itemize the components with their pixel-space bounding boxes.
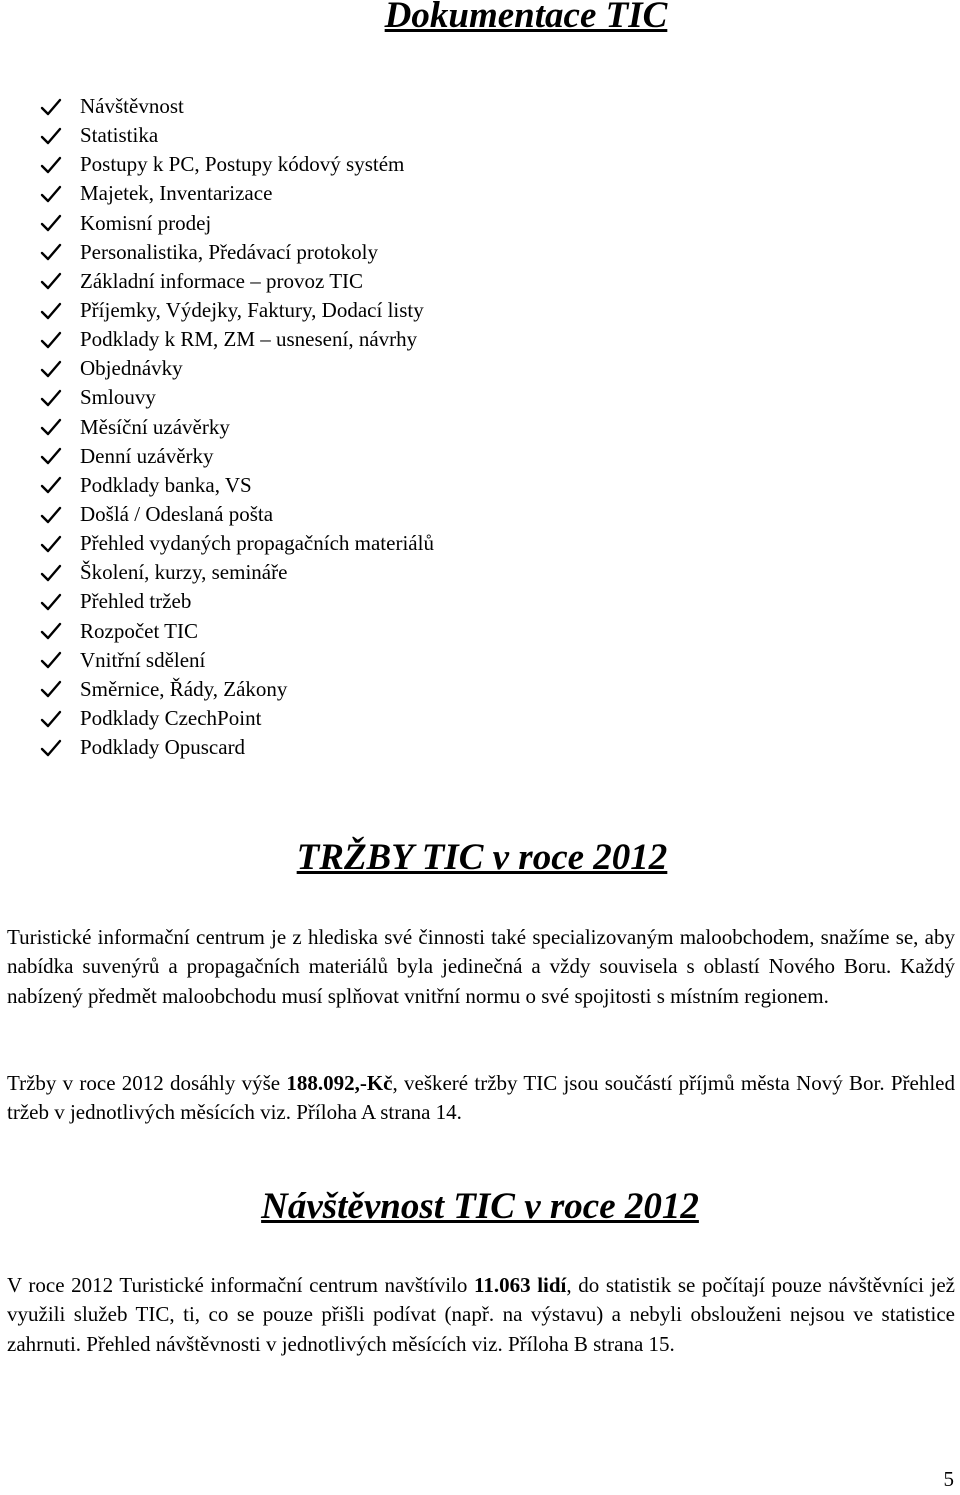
check-icon [40,271,70,291]
checklist-item [36,92,434,121]
check-icon [40,505,70,525]
checklist-item-label: Smlouvy [80,385,156,410]
checklist-item-label: Podklady Opuscard [80,735,246,760]
trzby-total-paragraph [7,1069,955,1128]
checklist-item-label: Podklady k RM, ZM – usnesení, návrhy [80,327,418,352]
checklist-item-label: Podklady banka, VS [80,472,252,497]
check-icon [40,446,70,466]
check-icon [40,738,70,758]
checklist-item-label: Směrnice, Řády, Zákony [80,676,288,701]
checklist-item-label: Přehled vydaných propagačních materiálů [80,531,434,556]
checklist-item [36,587,434,616]
trzby-text-before: Tržby v roce 2012 dosáhly výše [7,1071,287,1095]
checklist-item-label: Návštěvnost [80,94,184,119]
checklist-item [36,558,434,587]
checklist-item-label: Personalistika, Předávací protokoly [80,239,379,264]
checklist-item-label: Měsíční uzávěrky [80,414,230,439]
check-icon [40,301,70,321]
checklist-item [36,267,434,296]
check-icon [40,592,70,612]
checklist-item-label: Objednávky [80,356,183,381]
check-icon [40,126,70,146]
checklist-item [36,383,434,412]
check-icon [40,359,70,379]
trzby-amount: 188.092,-Kč [286,1071,393,1095]
page-number: 5 [943,1467,954,1491]
checklist-item [36,354,434,383]
navstevnost-text-before: V roce 2012 Turistické informační centrum navštívilo [7,1273,474,1297]
check-icon [40,417,70,437]
checklist-item-label: Rozpočet TIC [80,618,199,643]
check-icon [40,563,70,583]
checklist-item-label: Základní informace – provoz TIC [80,268,364,293]
check-icon [40,621,70,641]
checklist-item-label: Přehled tržeb [80,589,192,614]
check-icon [40,709,70,729]
checklist-item [36,209,434,238]
checklist-item-label: Došlá / Odeslaná pošta [80,502,274,527]
checklist-item [36,413,434,442]
checklist-item [36,704,434,733]
checklist-item-label: Denní uzávěrky [80,443,214,468]
trzby-text-after: , veškeré tržby TIC jsou součástí příjmů města Nový Bor. Přehled tržeb v jednotlivých měsících viz. Příloha A strana 14. [7,1071,955,1125]
check-icon [40,330,70,350]
checklist-item [36,150,434,179]
check-icon [40,242,70,262]
checklist-item-label: Školení, kurzy, semináře [80,560,288,585]
visitor-count: 11.063 lidí [474,1273,567,1297]
checklist-item-label: Vnitřní sdělení [80,647,206,672]
check-icon [40,213,70,233]
checklist-item [36,617,434,646]
checklist-item [36,471,434,500]
checklist-item-label: Podklady CzechPoint [80,706,262,731]
trzby-paragraph: Turistické informační centrum je z hlediska své činnosti také specializovaným maloobchodem, snažíme se, aby nabídka suvenýrů a propagačních materiálů byla jedinečná a vždy souvisela s oblastí Nového Boru. Každý nabízený předmět maloobchodu musí splňovat vnitřní normu o své spojitosti s místním regionem. [7,925,955,1008]
checklist-item [36,646,434,675]
checklist-item [36,500,434,529]
check-icon [40,650,70,670]
navstevnost-text-after: , do statistik se počítají pouze návštěvníci jež využili služeb TIC, ti, co se pouze přišli podívat (např. na výstavu) a nebyli obslouženi nejsou ve statistice zahrnuti. Přehled návštěvnosti v jednotlivých měsících viz. Příloha B strana 15. [7,1273,955,1356]
checklist-item-label: Majetek, Inventarizace [80,181,273,206]
check-icon [40,534,70,554]
checklist-item [36,325,434,354]
checklist-item [36,733,434,762]
checklist-item-label: Postupy k PC, Postupy kódový systém [80,152,405,177]
checklist-item [36,179,434,208]
check-icon [40,184,70,204]
navstevnost-paragraph [7,1271,955,1359]
section-heading-trzby: TRŽBY TIC v roce 2012 [296,837,668,878]
section-heading-navstevnost: Návštěvnost TIC v roce 2012 [261,1186,699,1227]
check-icon [40,155,70,175]
checklist-item-label: Komisní prodej [80,210,212,235]
checklist-item-label: Statistika [80,123,159,148]
check-icon [40,388,70,408]
page-title: Dokumentace TIC [384,0,668,36]
checklist-item-label: Příjemky, Výdejky, Faktury, Dodací listy [80,298,424,323]
documentation-checklist [36,92,434,762]
checklist-item [36,121,434,150]
check-icon [40,679,70,699]
check-icon [40,475,70,495]
checklist-item [36,238,434,267]
checklist-item [36,529,434,558]
checklist-item [36,675,434,704]
checklist-item [36,442,434,471]
checklist-item [36,296,434,325]
check-icon [40,97,70,117]
